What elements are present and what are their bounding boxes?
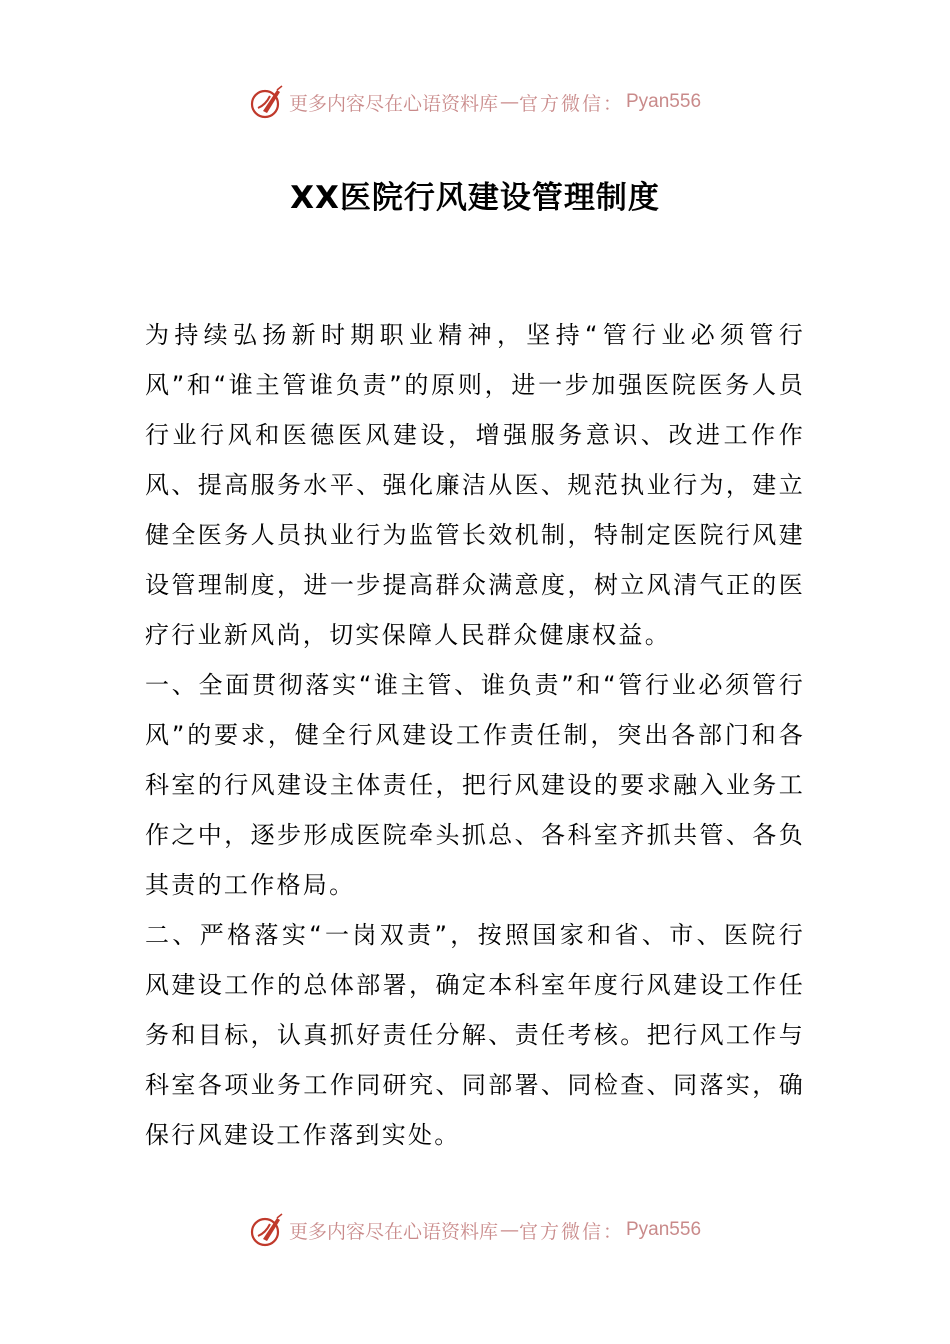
- quill-pen-logo-icon: [249, 84, 285, 120]
- quill-pen-logo-icon: [249, 1212, 285, 1248]
- site-name-text: 更多内容尽在心语资料库: [288, 1220, 498, 1243]
- paragraph-section-1: 一、全面贯彻落实“谁主管、谁负责”和“管行业必须管行风”的要求，健全行风建设工作责任制，突出各部门和各科室的行风建设主体责任，把行风建设的要求融入业务工作之中，逐步形成医院牵头抓总、各科室齐抓共管、各负其责的工作格局。: [145, 671, 805, 899]
- wechat-id: Pyan556: [626, 1219, 702, 1240]
- paragraph-section-2: 二、严格落实“一岗双责”，按照国家和省、市、医院行风建设工作的总体部署，确定本科室年度行风建设工作任务和目标，认真抓好责任分解、责任考核。把行风工作与科室各项业务工作同研究、同部署、同检查、同落实，确保行风建设工作落到实处。: [145, 921, 805, 1149]
- header-watermark-banner: [0, 82, 950, 122]
- wechat-label: 官方微信：: [518, 92, 624, 115]
- wechat-id: Pyan556: [626, 91, 702, 112]
- document-body: [145, 310, 805, 1160]
- paragraph-intro: 为持续弘扬新时期职业精神，坚持“管行业必须管行风”和“谁主管谁负责”的原则，进一步加强医院医务人员行业行风和医德医风建设，增强服务意识、改进工作作风、提高服务水平、强化廉洁从医、规范执业行为，建立健全医务人员执业行为监管长效机制，特制定医院行风建设管理制度，进一步提高群众满意度，树立风清气正的医疗行业新风尚，切实保障人民群众健康权益。: [145, 321, 805, 649]
- separator-dash: —: [499, 91, 517, 113]
- document-title: XX医院行风建设管理制度: [290, 180, 660, 216]
- wechat-label: 官方微信：: [518, 1220, 624, 1243]
- separator-dash: —: [499, 1219, 517, 1241]
- site-name-text: 更多内容尽在心语资料库: [288, 92, 498, 115]
- footer-watermark-banner: [0, 1210, 950, 1250]
